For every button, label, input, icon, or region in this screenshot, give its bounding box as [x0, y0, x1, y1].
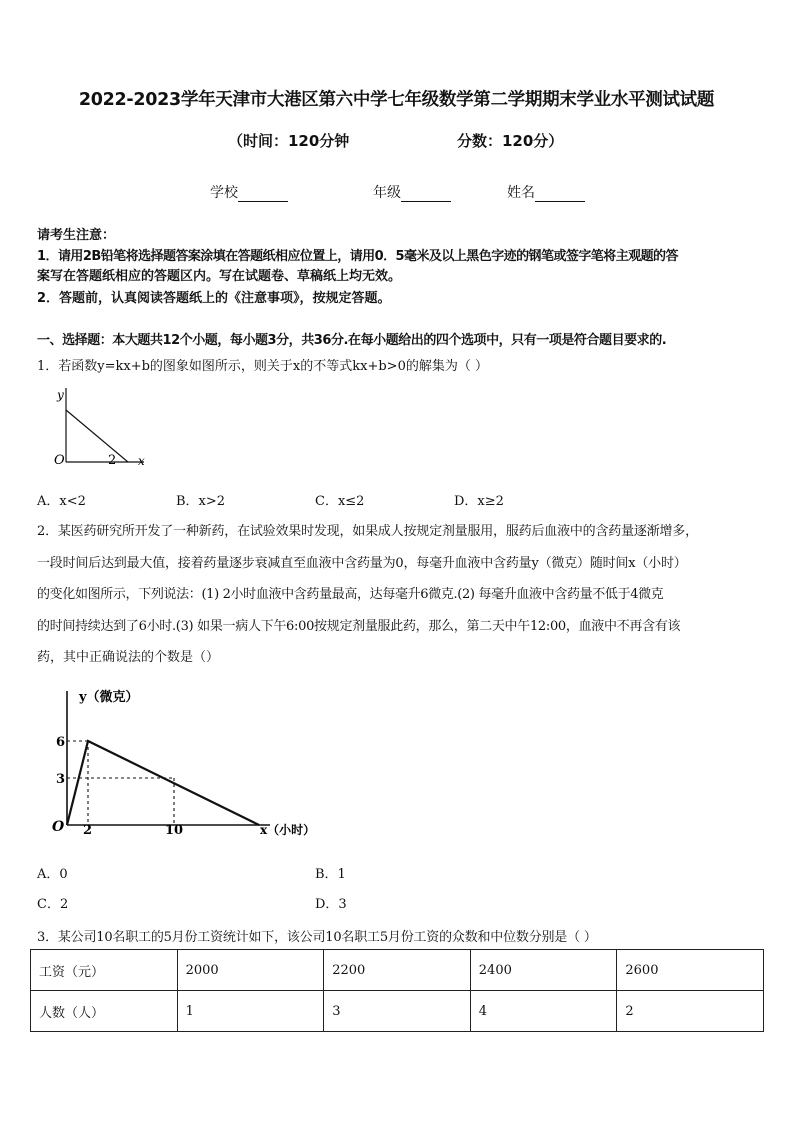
table-cell: 工资（元）: [31, 950, 178, 991]
exam-score: 分数：120分）: [457, 132, 564, 150]
q2-line-3: 的变化如图所示，下列说法：(1) 2小时血液中含药量最高，达每毫升6微克.(2) 每毫升血液中含药量不低于4微克: [37, 587, 664, 602]
q2-option-c: C．2: [37, 897, 69, 912]
wage-table: [30, 949, 764, 1032]
q1-option-d: D．x≥2: [454, 494, 504, 509]
q2-option-d: D．3: [315, 897, 347, 912]
q1-option-b: B．x>2: [176, 494, 226, 509]
table-cell: 1: [177, 991, 324, 1032]
grade-field: [373, 182, 451, 202]
q1-x-label: x: [138, 454, 145, 468]
name-label: 姓名: [507, 185, 535, 201]
table-cell: 4: [470, 991, 617, 1032]
name-blank: [535, 187, 585, 202]
q2-line-5: 药，其中正确说法的个数是（）: [37, 650, 220, 665]
q3-stem: 3．某公司10名职工的5月份工资统计如下，该公司10名职工5月份工资的众数和中位数分别是（ ）: [37, 930, 597, 945]
exam-time: （时间：120分钟: [228, 132, 350, 150]
q2-dose-line: [67, 741, 259, 825]
q2-line-4: 的时间持续达到了6小时.(3) 如果一病人下午6:00按规定剂量服此药，那么，第二天中午12:00，血液中不再含有该: [37, 619, 681, 634]
notice-line-2: 2．答题前，认真阅读答题纸上的《注意事项》，按规定答题。: [37, 291, 391, 306]
q2-x-tick-10: 10: [165, 823, 184, 838]
q1-x-tick: 2: [108, 453, 117, 468]
name-field: [507, 182, 585, 202]
q2-y-label: y（微克）: [79, 690, 139, 705]
q2-x-label: x（小时）: [260, 823, 316, 837]
notice-line-1b: 案写在答题纸相应的答题区内。写在试题卷、草稿纸上均无效。: [37, 269, 402, 284]
table-cell: 人数（人）: [31, 991, 178, 1032]
grade-label: 年级: [373, 185, 401, 201]
table-row: [31, 950, 764, 991]
table-cell: 2200: [324, 950, 471, 991]
table-cell: 2000: [177, 950, 324, 991]
q2-option-b: B．1: [315, 867, 346, 882]
q2-y-tick-3: 3: [56, 772, 66, 787]
table-cell: 3: [324, 991, 471, 1032]
notice-line-1a: 1．请用2B铅笔将选择题答案涂填在答题纸相应位置上，请用0．5毫米及以上黑色字迹的钢笔或签字笔将主观题的答: [37, 249, 678, 264]
table-cell: 2: [617, 991, 764, 1032]
q2-y-tick-6: 6: [56, 735, 66, 750]
q1-stem: 1．若函数y=kx+b的图象如图所示，则关于x的不等式kx+b>0的解集为（ ）: [37, 359, 488, 374]
page-title: 2022-2023学年天津市大港区第六中学七年级数学第二学期期末学业水平测试试题: [78, 90, 715, 110]
q2-x-tick-2: 2: [83, 823, 93, 838]
q2-line-1: 2．某医药研究所开发了一种新药，在试验效果时发现，如果成人按规定剂量服用，服药后血液中的含药量逐渐增多，: [37, 524, 698, 539]
school-field: [210, 182, 288, 202]
table-row: [31, 991, 764, 1032]
grade-blank: [401, 187, 451, 202]
q2-line-2: 一段时间后达到最大值，接着药量逐步衰减直至血液中含药量为0，每毫升血液中含药量y（微克）随时间x（小时）: [37, 556, 687, 571]
q2-option-a: A．0: [37, 867, 68, 882]
school-blank: [238, 187, 288, 202]
q1-y-label: y: [57, 388, 64, 402]
section-heading: 一、选择题：本大题共12个小题，每小题3分，共36分.在每小题给出的四个选项中，只有一项是符合题目要求的.: [37, 333, 667, 348]
q2-origin: O: [52, 819, 65, 835]
q1-origin: O: [54, 453, 65, 468]
q1-line: [66, 410, 128, 462]
school-label: 学校: [210, 185, 238, 201]
q1-graph: [48, 384, 158, 470]
notice-heading: 请考生注意：: [37, 228, 116, 243]
table-cell: 2600: [617, 950, 764, 991]
q2-graph: [50, 683, 340, 843]
q1-option-c: C．x≤2: [315, 494, 365, 509]
table-cell: 2400: [470, 950, 617, 991]
q1-option-a: A．x<2: [37, 494, 86, 509]
